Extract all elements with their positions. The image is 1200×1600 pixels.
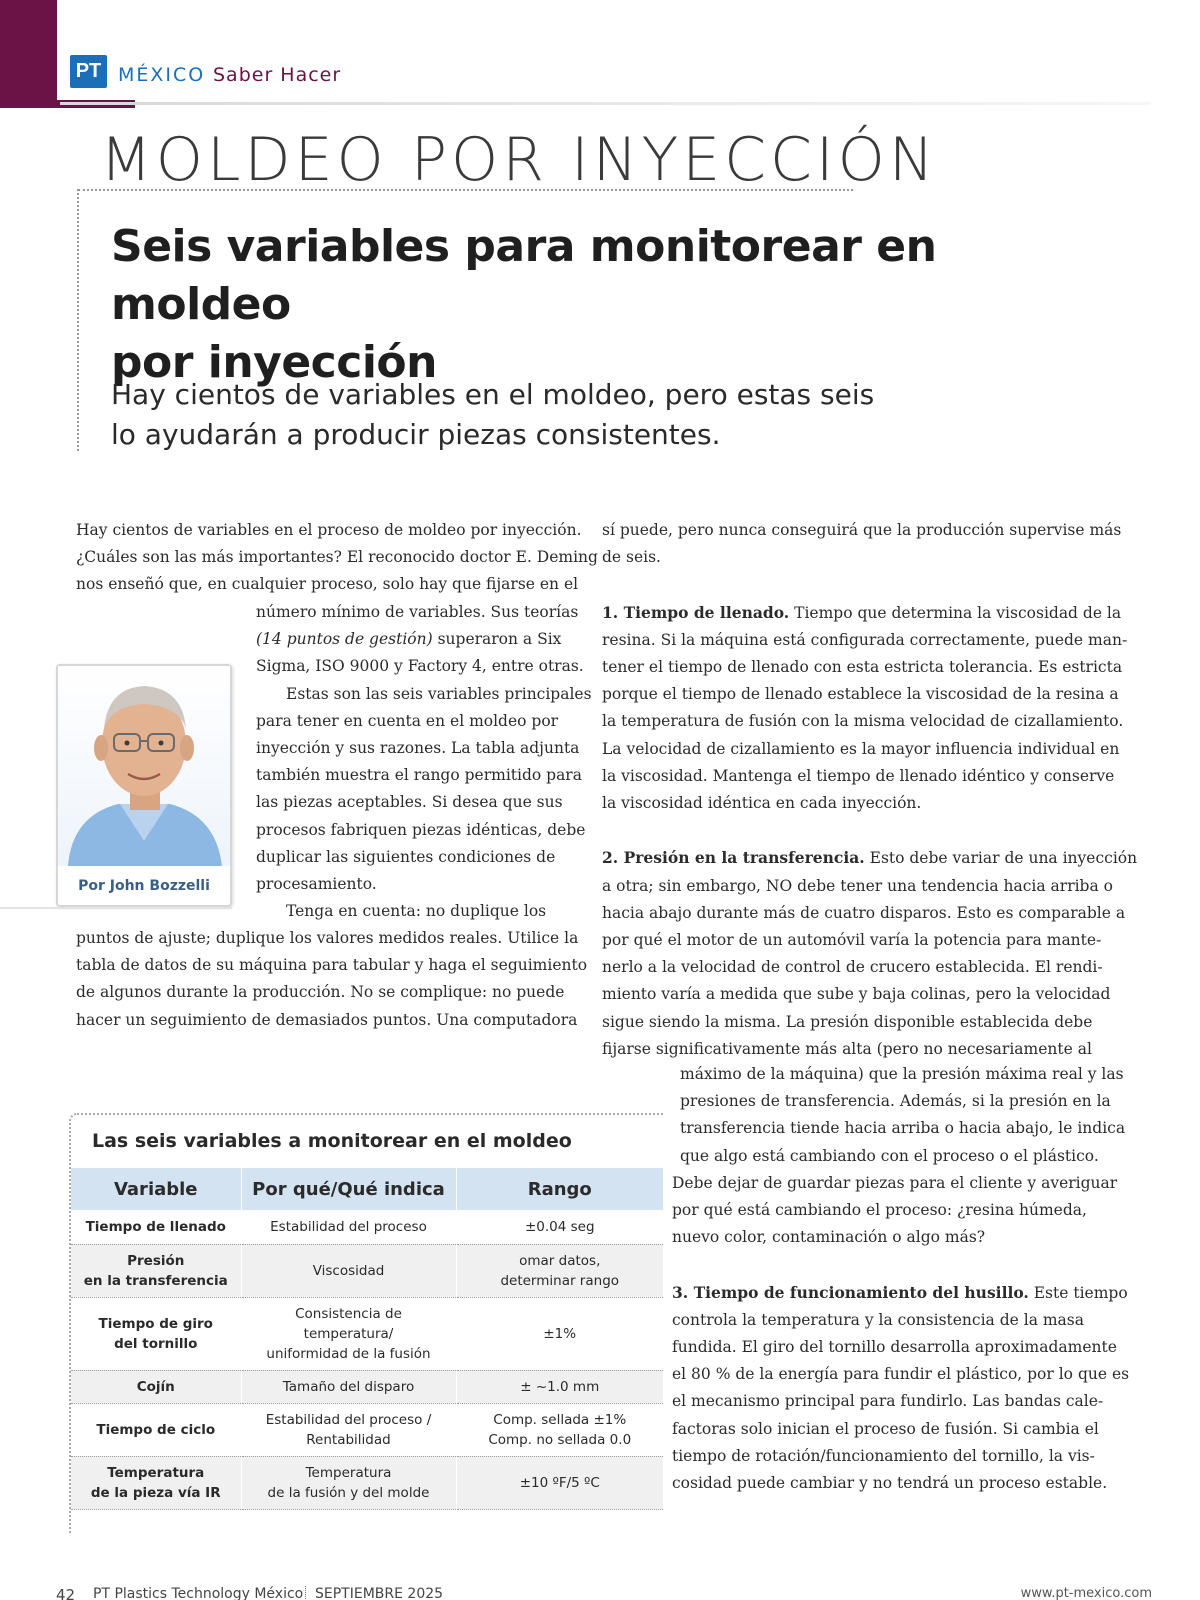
body-line: Estas son las seis variables principales — [286, 684, 592, 703]
body-line: nuevo color, contaminación o algo más? — [672, 1228, 986, 1247]
table-title: Las seis variables a monitorear en el moldeo — [92, 1130, 572, 1152]
publication-name: PT Plastics Technology México — [93, 1586, 304, 1600]
section-3-title: 3. Tiempo de funcionamiento del husillo. — [672, 1282, 1029, 1302]
body-line: Tenga en cuenta: no duplique los — [286, 902, 547, 921]
cell-line: omar datos, — [519, 1252, 601, 1269]
body-line: nerlo a la velocidad de control de crucero establecida. El rendi- — [602, 958, 1103, 977]
body-line: que algo está cambiando con el proceso o el plástico. — [680, 1146, 1099, 1165]
body-line: hacer un seguimiento de demasiados puntos. Una computadora — [76, 1010, 578, 1029]
why-cell — [241, 1370, 456, 1403]
body-line: resina. Si la máquina está configurada correctamente, puede man- — [602, 630, 1128, 649]
pt-logo: PT — [70, 55, 107, 88]
body-line: porque el tiempo de llenado establece la viscosidad de la resina a — [602, 685, 1119, 704]
variable-cell — [71, 1210, 241, 1244]
range-cell — [456, 1297, 664, 1370]
deck — [111, 375, 961, 455]
cell-line: Tiempo de giro — [98, 1315, 213, 1332]
table-row — [71, 1244, 664, 1297]
body-line: máximo de la máquina) que la presión máxima real y las — [680, 1065, 1124, 1083]
why-cell — [241, 1297, 456, 1370]
issue-date: SEPTIEMBRE 2025 — [315, 1586, 444, 1600]
body-line: presiones de transferencia. Además, si la presión en la — [680, 1092, 1111, 1111]
body-line: la temperatura de fusión con la misma velocidad de cizallamiento. — [602, 712, 1124, 731]
body-line: para tener en cuenta en el moldeo por — [256, 711, 559, 730]
body-line: sí puede, pero nunca conseguirá que la producción supervise más — [602, 521, 1122, 539]
body-line: La velocidad de cizallamiento es la mayor influencia individual en — [602, 739, 1120, 758]
italic-phrase: (14 puntos de gestión) — [256, 630, 433, 649]
body-line: tiempo de rotación/funcionamiento del tornillo, la vis- — [672, 1446, 1095, 1465]
photo-shadow-rule — [0, 907, 232, 909]
body-line: factoras solo inician el proceso de fusión. Si cambia el — [672, 1419, 1099, 1438]
cell-line: de la pieza vía IR — [90, 1484, 221, 1501]
body-line: miento varía a medida que sube y baja colinas, pero la velocidad — [602, 985, 1111, 1004]
title-vertical-rule — [77, 189, 79, 451]
cell-line: Viscosidad — [312, 1262, 385, 1279]
section-3-first-line — [672, 1279, 1129, 1307]
body-line: tener el tiempo de llenado con esta estricta tolerancia. Es estricta — [602, 658, 1123, 677]
range-cell — [456, 1244, 664, 1297]
header-rule — [60, 102, 1150, 105]
body-line: sigue siendo la misma. La presión disponible establecida debe — [602, 1012, 1093, 1031]
why-cell — [241, 1244, 456, 1297]
variables-table — [71, 1168, 664, 1510]
cell-line: Comp. sellada ±1% — [493, 1411, 627, 1428]
body-line: la viscosidad idéntica en cada inyección. — [602, 794, 922, 813]
right-column-lower — [672, 1061, 1129, 1497]
cell-line: determinar rango — [500, 1272, 620, 1289]
why-cell — [241, 1210, 456, 1244]
variable-cell — [71, 1456, 241, 1509]
body-line: duplicar las siguientes condiciones de — [256, 847, 556, 866]
table-header-row — [71, 1168, 664, 1210]
column-header: Variable — [71, 1168, 241, 1210]
table-row — [71, 1403, 664, 1456]
body-line: inyección y sus razones. La tabla adjunta — [256, 739, 580, 758]
why-cell — [241, 1403, 456, 1456]
cell-line: Comp. no sellada 0.0 — [488, 1431, 632, 1448]
headline-line: Seis variables para monitorear en moldeo — [111, 221, 937, 330]
body-line: el mecanismo principal para fundirlo. Las bandas cale- — [672, 1392, 1104, 1411]
body-line: a otra; sin embargo, NO debe tener una tendencia hacia arriba o — [602, 876, 1113, 895]
header-accent-bar — [0, 0, 57, 108]
right-column — [602, 517, 1137, 1063]
body-line: también muestra el rango permitido para — [256, 766, 582, 785]
body-fragment: Esto debe variar de una inyección — [864, 849, 1138, 868]
variable-cell — [71, 1244, 241, 1297]
kicker-title: MOLDEO POR INYECCIÓN — [100, 125, 938, 195]
section-1-title: 1. Tiempo de llenado. — [602, 602, 790, 622]
author-portrait-illustration — [58, 666, 230, 866]
variable-cell — [71, 1370, 241, 1403]
cell-line: Estabilidad del proceso — [270, 1218, 427, 1235]
column-header: Por qué/Qué indica — [241, 1168, 456, 1210]
variable-cell — [71, 1403, 241, 1456]
cell-line: de la fusión y del molde — [267, 1484, 430, 1501]
table-row — [71, 1456, 664, 1509]
author-caption: Por John Bozzelli — [78, 878, 210, 894]
body-line: controla la temperatura y la consistencia de la masa — [672, 1310, 1084, 1329]
blank-line — [672, 1251, 1129, 1278]
cell-line: ±10 ºF/5 ºC — [519, 1474, 600, 1491]
body-line: transferencia tiende hacia arriba o hacia abajo, le indica — [680, 1119, 1126, 1138]
body-line: procesamiento. — [256, 875, 377, 894]
cell-line: Tiempo de llenado — [85, 1218, 226, 1235]
left-column-top — [76, 517, 598, 599]
range-cell — [456, 1456, 664, 1509]
range-cell — [456, 1403, 664, 1456]
kicker-divider — [78, 189, 853, 191]
header-country: MÉXICO — [118, 64, 206, 86]
table-row — [71, 1370, 664, 1403]
body-fragment: Este tiempo — [1028, 1283, 1128, 1302]
table-row — [71, 1297, 664, 1370]
body-line — [256, 626, 592, 653]
section-2-first-line — [602, 844, 1137, 872]
section-1-first-line — [602, 599, 1137, 627]
body-line: fijarse significativamente más alta (pero no necesariamente al — [602, 1039, 1092, 1058]
body-line: el 80 % de la energía para fundir el plástico, por lo que es — [672, 1365, 1130, 1384]
body-line: por qué el motor de un automóvil varía la potencia para mante- — [602, 931, 1102, 950]
cell-line: Consistencia de — [295, 1305, 402, 1322]
website-link[interactable]: www.pt-mexico.com — [1020, 1586, 1152, 1600]
cell-line: uniformidad de la fusión — [266, 1345, 431, 1362]
body-fragment: superaron a Six — [432, 630, 562, 649]
variable-cell — [71, 1297, 241, 1370]
body-line: Sigma, ISO 9000 y Factory 4, entre otras. — [256, 657, 584, 676]
body-line: procesos fabriquen piezas idénticas, debe — [256, 820, 586, 839]
why-cell — [241, 1456, 456, 1509]
body-line: Hay cientos de variables en el proceso de moldeo por inyección. — [76, 521, 582, 539]
body-line: de seis. — [602, 548, 661, 567]
table-row — [71, 1210, 664, 1244]
cell-line: Temperatura — [305, 1464, 392, 1481]
author-photo — [58, 666, 230, 866]
body-line: hacia abajo durante más de cuatro disparos. Esto es comparable a — [602, 903, 1126, 922]
cell-line: ± ~1.0 mm — [520, 1378, 600, 1395]
body-line: puntos de ajuste; duplique los valores medidos reales. Utilice la — [76, 929, 579, 947]
cell-line: Temperatura — [107, 1464, 205, 1481]
range-cell — [456, 1370, 664, 1403]
blank-line — [602, 817, 1137, 844]
section-2-title: 2. Presión en la transferencia. — [602, 848, 865, 868]
cell-line: Rentabilidad — [306, 1431, 391, 1448]
body-line: Debe dejar de guardar piezas para el cliente y averiguar — [672, 1173, 1118, 1192]
cell-line: Cojín — [136, 1378, 175, 1395]
body-line: de algunos durante la producción. No se complique: no puede — [76, 983, 565, 1002]
body-line: nos enseñó que, en cualquier proceso, solo hay que fijarse en el — [76, 575, 579, 594]
cell-line: Tamaño del disparo — [282, 1378, 415, 1395]
header-section: Saber Hacer — [213, 64, 342, 86]
footer-separator — [305, 1586, 306, 1600]
deck-line: lo ayudarán a producir piezas consistentes. — [111, 418, 721, 451]
cell-line: temperatura/ — [303, 1325, 394, 1342]
body-line: cosidad puede cambiar y no tendrá un proceso estable. — [672, 1474, 1108, 1493]
body-line: número mínimo de variables. Sus teorías — [256, 603, 579, 621]
body-line: tabla de datos de su máquina para tabular y haga el seguimiento — [76, 956, 588, 975]
body-fragment: Tiempo que determina la viscosidad de la — [789, 603, 1122, 622]
cell-line: del tornillo — [114, 1335, 198, 1352]
cell-line: Tiempo de ciclo — [96, 1421, 216, 1438]
body-line: la viscosidad. Mantenga el tiempo de llenado idéntico y conserve — [602, 766, 1115, 785]
body-line: ¿Cuáles son las más importantes? El reconocido doctor E. Deming — [76, 548, 598, 567]
column-header: Rango — [456, 1168, 664, 1210]
body-line: por qué está cambiando el proceso: ¿resina húmeda, — [672, 1201, 1087, 1220]
cell-line: ±0.04 seg — [524, 1218, 595, 1235]
body-line: fundida. El giro del tornillo desarrolla aproximadamente — [672, 1338, 1117, 1357]
range-cell — [456, 1210, 664, 1244]
cell-line: Estabilidad del proceso / — [265, 1411, 432, 1428]
headline-line: por inyección — [111, 337, 437, 388]
page-number: 42 — [56, 1586, 76, 1600]
cell-line: ±1% — [543, 1325, 577, 1342]
cell-line: Presión — [127, 1252, 185, 1269]
author-photo-frame — [56, 664, 232, 907]
left-column-bottom — [76, 925, 587, 1034]
body-line: las piezas aceptables. Si desea que sus — [256, 793, 563, 812]
cell-line: en la transferencia — [83, 1272, 228, 1289]
blank-line — [602, 571, 1137, 598]
deck-line: Hay cientos de variables en el moldeo, pero estas seis — [111, 378, 875, 411]
headline — [111, 218, 1111, 392]
left-column-wrap — [256, 599, 592, 925]
